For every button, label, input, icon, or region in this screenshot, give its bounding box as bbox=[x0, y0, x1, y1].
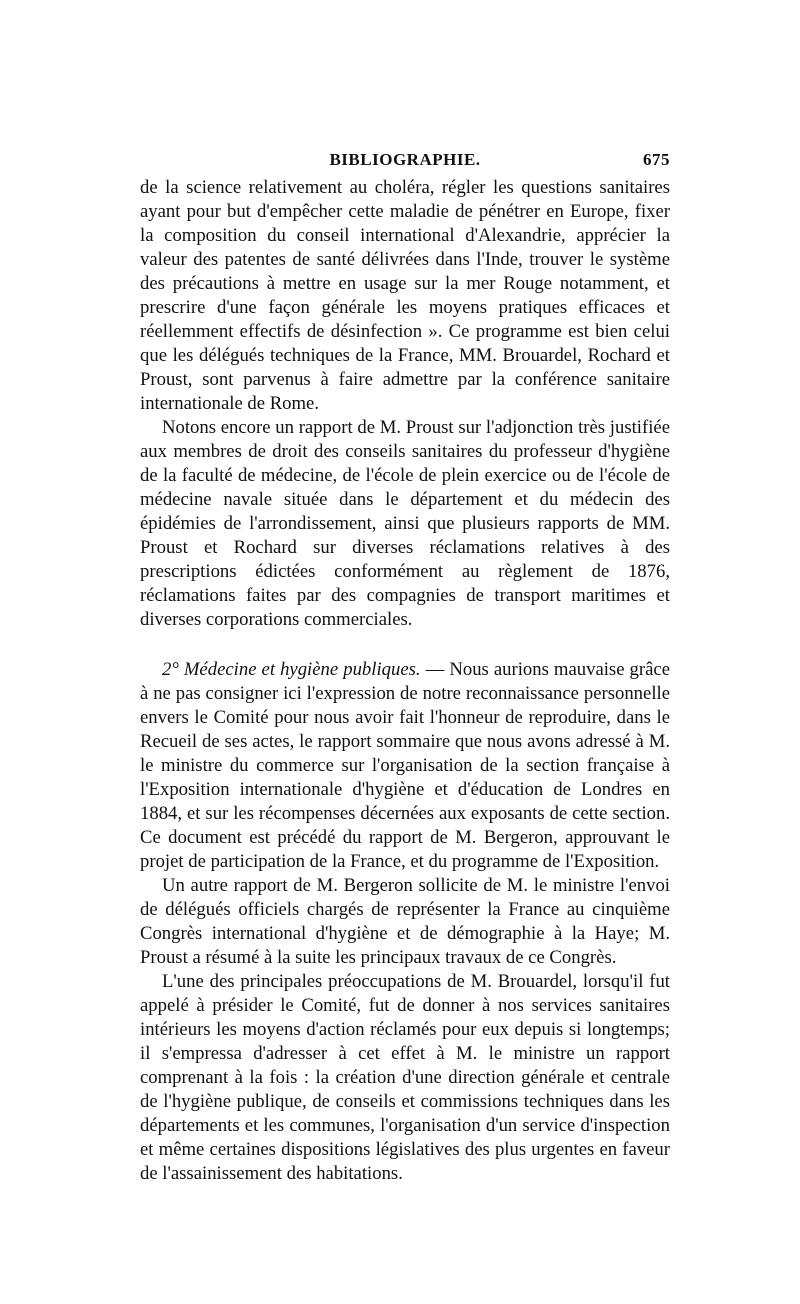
section-heading: 2° Médecine et hygiène publiques. bbox=[162, 659, 421, 680]
paragraph-1: de la science relativement au choléra, régler les questions sanitaires ayant pour but d'empêcher cette maladie de pénétrer en Europe, fixer la composition du conseil international d'Alexandrie, apprécier la valeur des patentes de santé délivrées dans l'Inde, trouver le système des précautions à mettre en usage sur la mer Rouge notamment, et prescrire d'une façon générale les moyens pratiques efficaces et réellemment effectifs de désinfection ». Ce programme est bien celui que les délégués techniques de la France, MM. Brouardel, Rochard et Proust, sont parvenus à faire admettre par la conférence sanitaire internationale de Rome. bbox=[140, 177, 670, 414]
page-number: 675 bbox=[643, 150, 670, 169]
section-gap bbox=[140, 632, 670, 658]
paragraph-5: L'une des principales préoccupations de M. Brouardel, lorsqu'il fut appelé à présider le Comité, fut de donner à nos services sanitaires intérieurs les moyens d'action réclamés pour eux depuis si longtemps; il s'empressa d'adresser à cet effet à M. le ministre un rapport comprenant à la fois : la création d'une direction générale et centrale de l'hygiène publique, de conseils et commissions techniques dans les départements et les communes, l'organisation d'un service d'inspection et même certaines dispositions législatives des plus urgentes en faveur de l'assainissement des habitations. bbox=[140, 971, 670, 1184]
paragraph-4: Un autre rapport de M. Bergeron sollicite de M. le ministre l'envoi de délégués officiels chargés de représenter la France au cinquième Congrès international d'hygiène et de démographie à la Haye; M. Proust a résumé à la suite les principaux travaux de ce Congrès. bbox=[140, 875, 670, 968]
paragraph-3 bbox=[140, 658, 670, 874]
book-page bbox=[140, 150, 670, 1186]
page-header bbox=[140, 150, 670, 176]
paragraph-2: Notons encore un rapport de M. Proust sur l'adjonction très justifiée aux membres de droit des conseils sanitaires du professeur d'hygiène de la faculté de médecine, de l'école de plein exercice ou de l'école de médecine navale située dans le département et du médecin des épidémies de l'arrondissement, ainsi que plusieurs rapports de MM. Proust et Rochard sur diverses réclamations relatives à des prescriptions édictées conformément au règlement de 1876, réclamations faites par des compagnies de transport maritimes et diverses corporations commerciales. bbox=[140, 417, 670, 630]
running-title: BIBLIOGRAPHIE. bbox=[329, 150, 481, 169]
paragraph-3-body: — Nous aurions mauvaise grâce à ne pas consigner ici l'expression de notre reconnaissance personnelle envers le Comité pour nous avoir fait l'honneur de reproduire, dans le Recueil de ses actes, le rapport sommaire que nous avons adressé à M. le ministre du commerce sur l'organisation de la section française à l'Exposition internationale d'hygiène et d'éducation de Londres en 1884, et sur les récompenses décernées aux exposants de cette section. Ce document est précédé du rapport de M. Bergeron, approuvant le projet de participation de la France, et du programme de l'Exposition. bbox=[140, 659, 670, 872]
